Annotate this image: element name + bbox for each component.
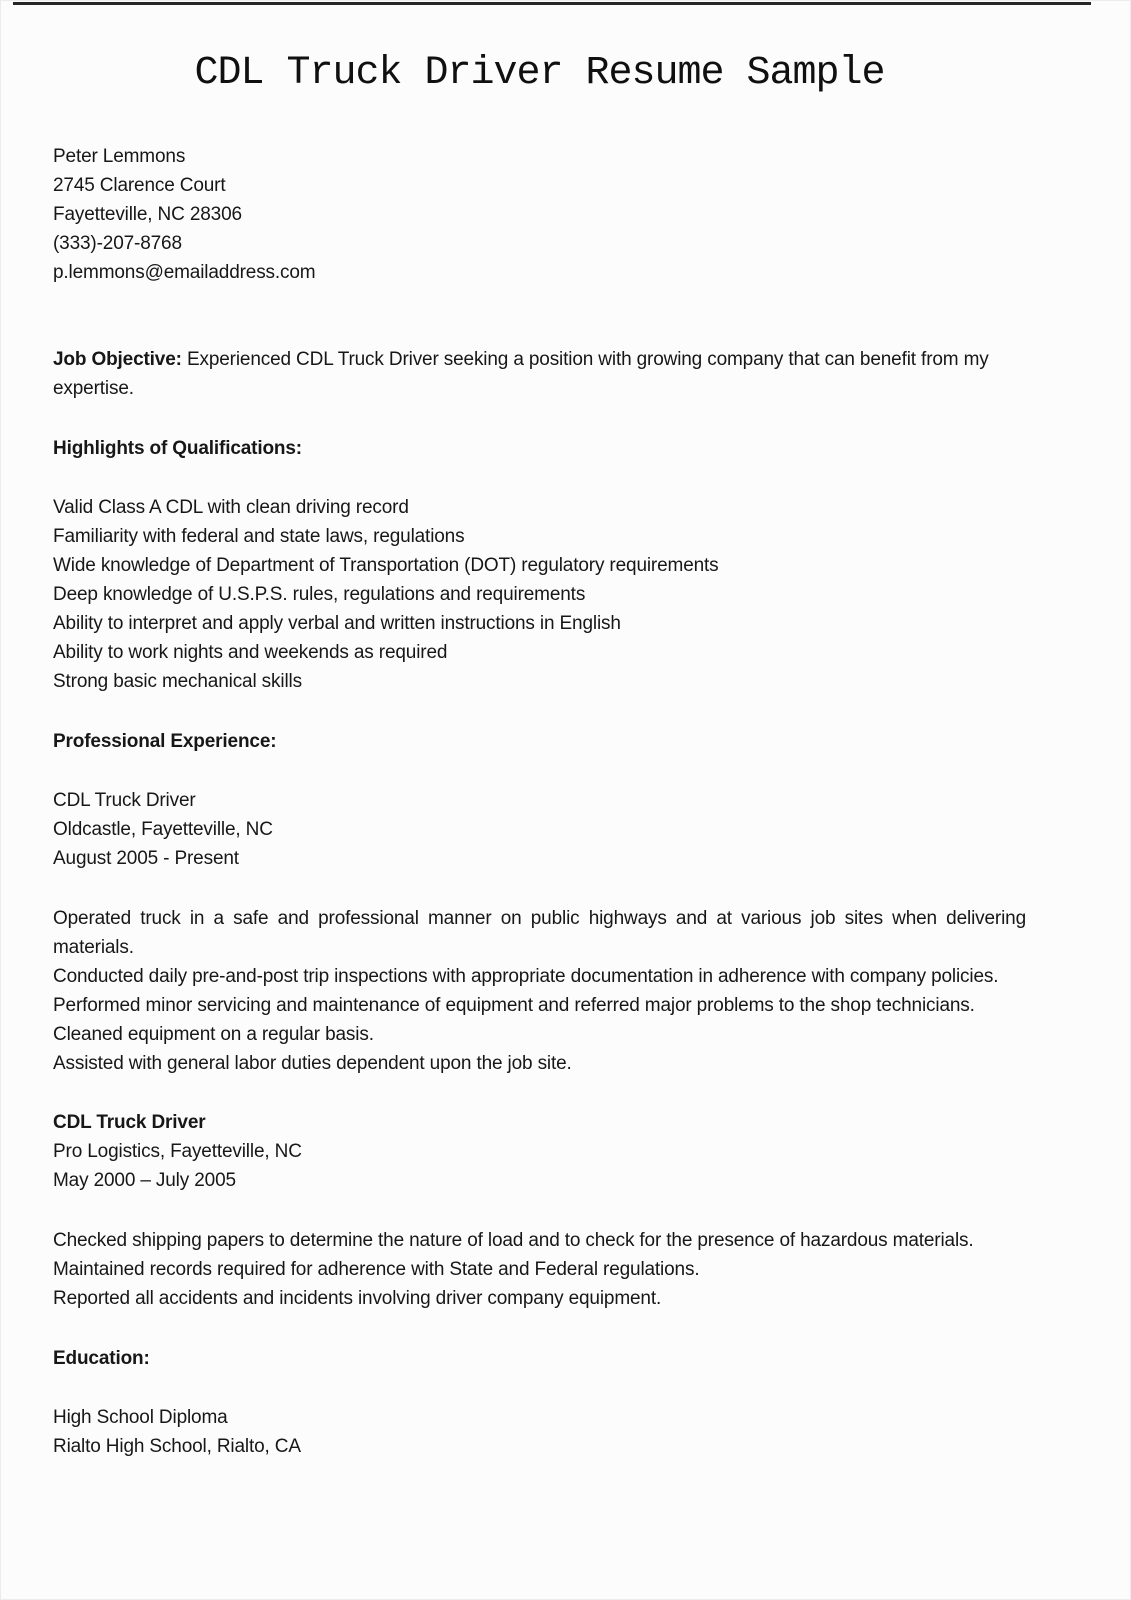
- qualifications-list: [53, 493, 1026, 696]
- job-duty: Reported all accidents and incidents involving driver company equipment.: [53, 1288, 662, 1309]
- qualification-item: Deep knowledge of U.S.P.S. rules, regulations and requirements: [53, 584, 586, 605]
- qualification-item: Ability to work nights and weekends as required: [53, 642, 448, 663]
- qualification-item: Valid Class A CDL with clean driving record: [53, 497, 409, 518]
- job-objective-text: Experienced CDL Truck Driver seeking a position with growing company that can benefit from my expertise.: [53, 349, 989, 399]
- qualification-item: Ability to interpret and apply verbal and written instructions in English: [53, 613, 621, 634]
- education-heading: Education:: [53, 1348, 150, 1369]
- contact-phone: (333)-207-8768: [53, 233, 182, 254]
- document-content: [1, 51, 1130, 1461]
- education-block: [53, 1403, 1026, 1461]
- job-1-duties: [53, 904, 1026, 1078]
- job-objective-label: Job Objective:: [53, 349, 182, 370]
- qualification-item: Strong basic mechanical skills: [53, 671, 302, 692]
- page-title: CDL Truck Driver Resume Sample: [194, 51, 885, 96]
- job-duty: Maintained records required for adherence with State and Federal regulations.: [53, 1259, 700, 1280]
- job-duty: Performed minor servicing and maintenance of equipment and referred major problems to the shop technicians.: [53, 995, 975, 1016]
- contact-block: [53, 142, 1026, 287]
- qualification-item: Wide knowledge of Department of Transportation (DOT) regulatory requirements: [53, 555, 719, 576]
- job-objective-paragraph: [53, 345, 1026, 403]
- scan-artifact-top-line: [13, 2, 1091, 5]
- contact-name: Peter Lemmons: [53, 146, 186, 167]
- job-2-dates: May 2000 – July 2005: [53, 1170, 236, 1191]
- qualifications-heading: Highlights of Qualifications:: [53, 438, 302, 459]
- job-1-header: [53, 786, 1026, 873]
- contact-address-street: 2745 Clarence Court: [53, 175, 226, 196]
- contact-email: p.lemmons@emailaddress.com: [53, 262, 316, 283]
- job-1-dates: August 2005 - Present: [53, 848, 239, 869]
- qualification-item: Familiarity with federal and state laws, regulations: [53, 526, 465, 547]
- job-duty: Assisted with general labor duties dependent upon the job site.: [53, 1053, 572, 1074]
- job-2-title: CDL Truck Driver: [53, 1112, 206, 1133]
- job-1-title: CDL Truck Driver: [53, 790, 196, 811]
- experience-heading: Professional Experience:: [53, 731, 277, 752]
- contact-address-city: Fayetteville, NC 28306: [53, 204, 242, 225]
- job-2-company: Pro Logistics, Fayetteville, NC: [53, 1141, 302, 1162]
- job-duty: Cleaned equipment on a regular basis.: [53, 1024, 374, 1045]
- job-2-header: [53, 1108, 1026, 1195]
- job-1-company: Oldcastle, Fayetteville, NC: [53, 819, 273, 840]
- education-school: Rialto High School, Rialto, CA: [53, 1436, 301, 1457]
- job-duty: Operated truck in a safe and professional manner on public highways and at various job sites when delivering materials.: [53, 908, 1026, 958]
- education-degree: High School Diploma: [53, 1407, 228, 1428]
- job-2-duties: [53, 1226, 1026, 1313]
- job-duty: Conducted daily pre-and-post trip inspections with appropriate documentation in adherence with company policies.: [53, 966, 999, 987]
- job-duty: Checked shipping papers to determine the nature of load and to check for the presence of hazardous materials.: [53, 1230, 974, 1251]
